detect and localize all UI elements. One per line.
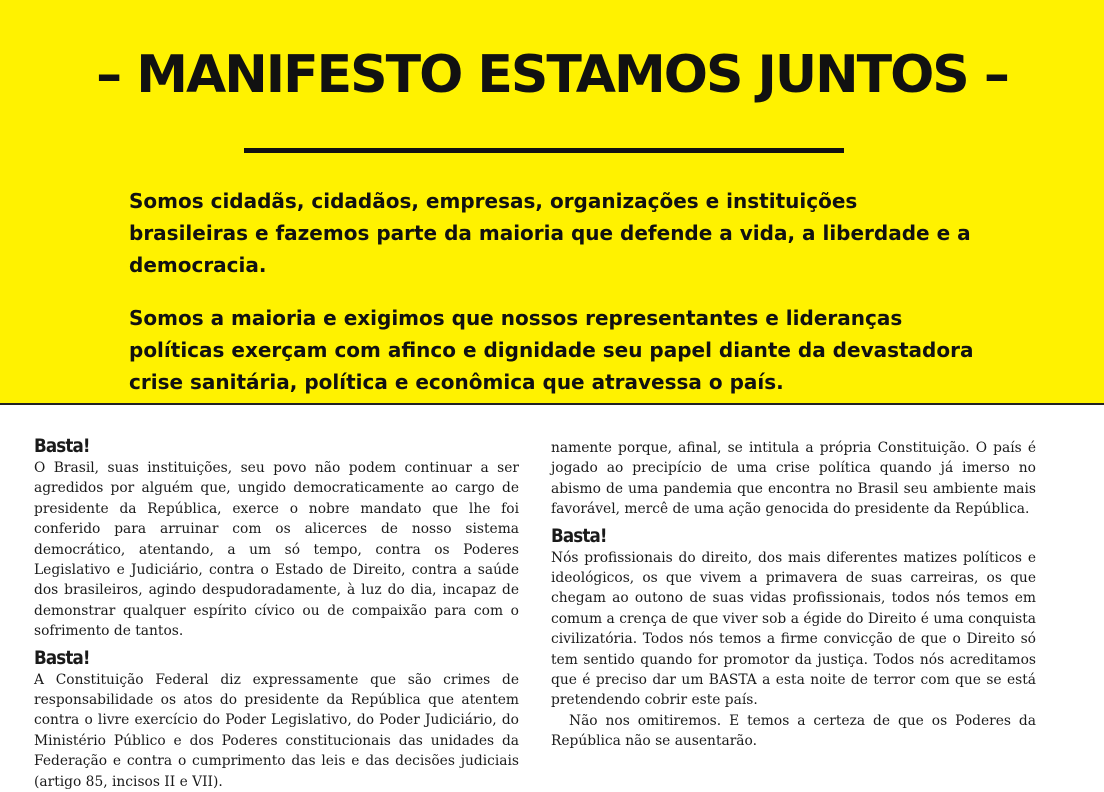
right-paragraph-2: Não nos omitiremos. E temos a certeza de que os Poderes da República não se ausentarão. [551,712,1036,750]
right-paragraph-continuation: namente porque, afinal, se intitula a própria Constituição. O país é jogado ao precipício de uma crise política quando já imerso no abismo de uma pandemia que encontra no Brasil seu ambiente mais favorável, mercê de uma ação genocida do presidente da República. [551,440,1036,518]
right-column [551,438,1036,752]
title-divider [244,148,844,153]
section-heading-basta-2: Basta! [34,646,90,669]
manifesto-title: – MANIFESTO ESTAMOS JUNTOS – [96,45,1008,105]
right-paragraph-1: Nós profissionais do direito, dos mais diferentes matizes políticos e ideológicos, os que vivem a primavera de suas carreiras, os que chegam ao outono de suas vidas profissionais, todos nós temos em comum a crença de que viver sob a égide do Direito é uma conquista civilizatória. Todos nós temos a firme convicção de que o Direito só tem sentido quando for promotor da justiça. Todos nós acreditamos que é preciso dar um BASTA a esta noite de terror com que se está pretendendo cobrir este país. [551,549,1036,709]
intro-paragraph-2: Somos a maioria e exigimos que nossos representantes e lideranças políticas exerçam com afinco e dignidade seu papel diante da devastadora crise sanitária, política e econômica que atravessa o país. [129,306,974,394]
intro-paragraph-1: Somos cidadãs, cidadãos, empresas, organizações e instituições brasileiras e fazemos parte da maioria que defende a vida, a liberdade e a democracia. [129,189,971,277]
section-heading-basta-3: Basta! [551,524,607,547]
left-column [34,434,519,792]
header-bottom-border [0,403,1104,405]
section-heading-basta-1: Basta! [34,435,90,457]
left-paragraph-2: A Constituição Federal diz expressamente que são crimes de responsabilidade os atos do presidente da República que atentem contra o livre exercício do Poder Legislativo, do Poder Judiciário, do Ministério Público e dos Poderes constitucionais das unidades da Federação e contra o cumprimento das leis e das decisões judiciais (artigo 85, incisos II e VII). [34,671,519,790]
left-paragraph-1: O Brasil, suas instituições, seu povo não podem continuar a ser agredidos por alguém que, ungido democraticamente ao cargo de presidente da República, exerce o nobre mandato que lhe foi conferido para arruinar com os alicerces de nosso sistema democrático, atentando, a um só tempo, contra os Poderes Legislativo e Judiciário, contra o Estado de Direito, contra a saúde dos brasileiros, agindo despudoradamente, à luz do dia, incapaz de demonstrar qualquer espírito cívico ou de compaixão para com o sofrimento de tantos. [34,460,519,640]
